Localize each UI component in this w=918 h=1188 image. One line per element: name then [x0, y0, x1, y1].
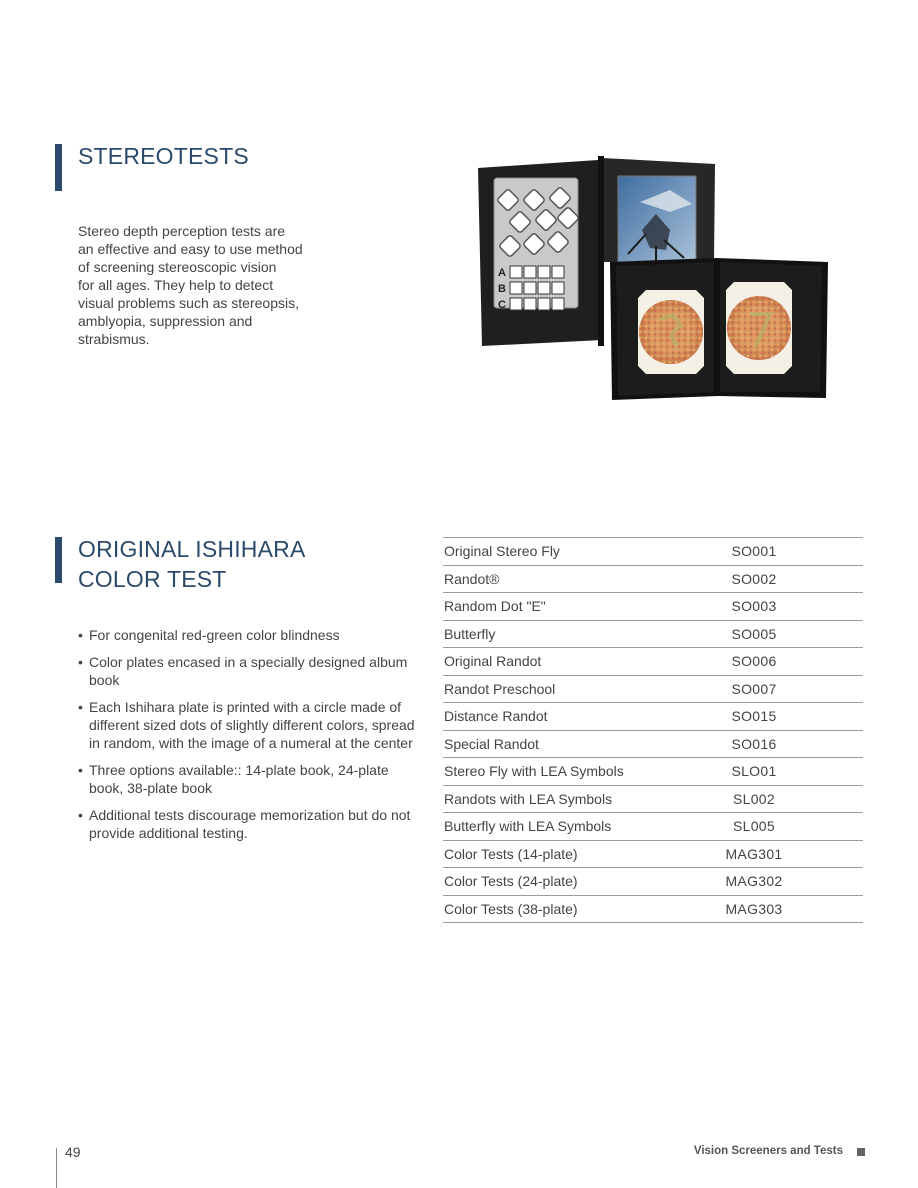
page-number: 49	[65, 1144, 81, 1160]
table-row	[443, 621, 863, 649]
product-code: SO002	[731, 570, 777, 587]
description-line: strabismus.	[78, 331, 150, 347]
product-name: Stereo Fly with LEA Symbols	[444, 763, 624, 780]
description-line: amblyopia, suppression and	[78, 313, 253, 329]
product-name: Color Tests (14-plate)	[444, 845, 578, 862]
table-row	[443, 676, 863, 704]
ishihara-heading-line2: COLOR TEST	[78, 566, 227, 592]
description-line: Stereo depth perception tests are	[78, 223, 286, 239]
product-name: Special Randot	[444, 735, 539, 752]
footer-square-icon	[857, 1148, 865, 1156]
row-label-c: C	[498, 299, 506, 311]
product-name: Distance Randot	[444, 708, 548, 725]
product-code: SO015	[731, 708, 777, 725]
table-row	[443, 538, 863, 566]
product-code: SO006	[731, 653, 777, 670]
product-code: SLO01	[731, 763, 777, 780]
product-code: SO007	[731, 680, 777, 697]
table-row	[443, 593, 863, 621]
stereotests-accent-bar	[55, 144, 62, 191]
product-code: SO003	[731, 598, 777, 615]
description-line: an effective and easy to use method	[78, 241, 303, 257]
product-name: Random Dot "E"	[444, 598, 546, 615]
table-row	[443, 648, 863, 676]
table-row	[443, 566, 863, 594]
table-row	[443, 731, 863, 759]
product-table	[443, 537, 863, 923]
stereotests-heading-text: STEREOTESTS	[78, 143, 249, 169]
product-code: MAG302	[725, 873, 783, 890]
product-name: Color Tests (24-plate)	[444, 873, 578, 890]
row-label-b: B	[498, 283, 506, 295]
ishihara-heading	[78, 534, 305, 594]
product-code: SL005	[733, 818, 775, 835]
product-name: Butterfly	[444, 625, 496, 642]
product-name: Randot Preschool	[444, 680, 556, 697]
table-row	[443, 868, 863, 896]
ishihara-bullet-list	[78, 626, 418, 851]
row-label-a: A	[498, 267, 506, 279]
bullet-item: • Three options available:: 14-plate book, 24-plate book, 38-plate book	[78, 761, 418, 797]
table-row	[443, 703, 863, 731]
ishihara-heading-line1: ORIGINAL ISHIHARA	[78, 536, 306, 562]
product-code: SO005	[731, 625, 777, 642]
table-row	[443, 786, 863, 814]
footer-section-title: Vision Screeners and Tests	[693, 1145, 843, 1157]
description-line: for all ages. They help to detect	[78, 277, 274, 293]
table-row	[443, 896, 863, 924]
table-row	[443, 758, 863, 786]
product-code: MAG301	[725, 845, 783, 862]
product-name: Randots with LEA Symbols	[444, 790, 613, 807]
product-name: Original Stereo Fly	[444, 543, 560, 560]
description-line: visual problems such as stereopsis,	[78, 295, 299, 311]
stereotest-product-image	[470, 150, 840, 412]
product-name: Original Randot	[444, 653, 542, 670]
bullet-item: • For congenital red-green color blindness	[78, 626, 418, 644]
bullet-item: • Color plates encased in a specially designed album book	[78, 653, 418, 689]
footer-divider	[56, 1148, 57, 1188]
stereotests-description	[78, 222, 338, 348]
stereotests-heading	[78, 141, 249, 171]
table-row	[443, 813, 863, 841]
product-code: SO001	[731, 543, 777, 560]
description-line: of screening stereoscopic vision	[78, 259, 277, 275]
table-row	[443, 841, 863, 869]
ishihara-accent-bar	[55, 537, 62, 583]
product-name: Randot®	[444, 570, 500, 587]
product-code: SO016	[731, 735, 777, 752]
bullet-item: • Additional tests discourage memorization but do not provide additional testing.	[78, 806, 418, 842]
product-name: Color Tests (38-plate)	[444, 900, 578, 917]
product-code: SL002	[733, 790, 775, 807]
product-code: MAG303	[725, 900, 783, 917]
bullet-item: • Each Ishihara plate is printed with a circle made of different sized dots of slightly different colors, spread in random, with the image of a numeral at the center	[78, 698, 418, 752]
product-name: Butterfly with LEA Symbols	[444, 818, 612, 835]
